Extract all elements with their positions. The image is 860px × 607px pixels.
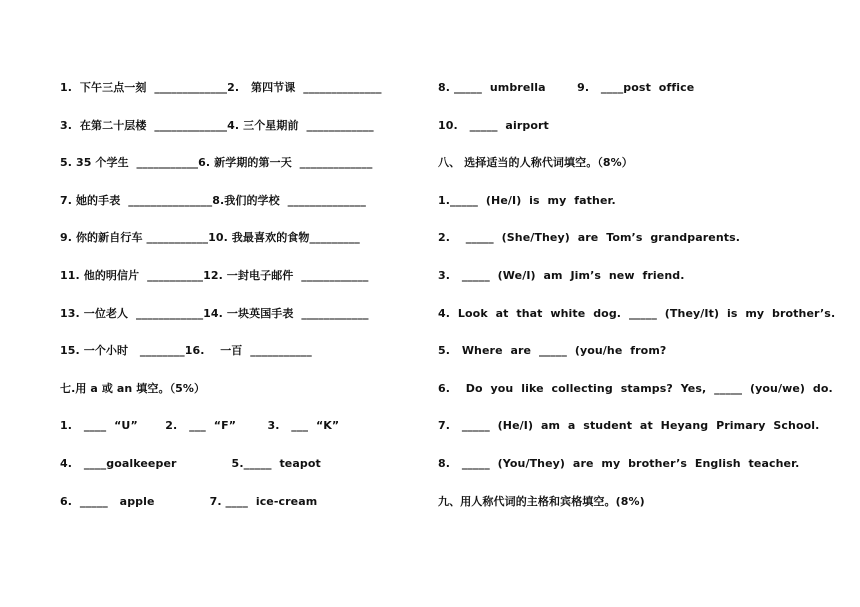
exercise-line-r08: 5. Where are _____ (you/he from? xyxy=(438,344,667,358)
left-column xyxy=(60,80,400,531)
exercise-line-l03: 5. 35 个学生 ___________6. 新学期的第一天 _____________ xyxy=(60,156,373,170)
exercise-line-l12: 6. _____ apple 7. ____ ice-cream xyxy=(60,494,318,508)
exercise-line-l01: 1. 下午三点一刻 _____________2. 第四节课 ______________ xyxy=(60,81,382,94)
exercise-line-r05: 2. _____ (She/They) are Tom’s grandparents. xyxy=(438,231,741,245)
exercise-line-l05: 9. 你的新自行车 ___________10. 我最喜欢的食物_________ xyxy=(60,231,360,245)
section-heading-9: 九、用人称代词的主格和宾格填空。(8%) xyxy=(438,494,645,508)
exercise-line-r02: 10. _____ airport xyxy=(438,118,549,132)
exercise-line-l04: 7. 她的手表 _______________8.我们的学校 ______________ xyxy=(60,193,367,207)
exercise-line-r01: 8. _____ umbrella 9. ____post office xyxy=(438,81,695,94)
exercise-line-l08: 15. 一个小时 ________16. 一百 ___________ xyxy=(60,344,312,358)
exercise-line-l11: 4. ____goalkeeper 5._____ teapot xyxy=(60,456,321,470)
exercise-line-r07: 4. Look at that white dog. _____ (They/It) is my brother’s. xyxy=(438,306,836,320)
exercise-line-r04: 1._____ (He/I) is my father. xyxy=(438,193,616,207)
exercise-line-l06: 11. 他的明信片 __________12. 一封电子邮件 ____________ xyxy=(60,268,369,282)
exercise-line-r11: 8. _____ (You/They) are my brother’s English teacher. xyxy=(438,456,800,470)
exercise-line-l10: 1. ____ “U” 2. ___ “F” 3. ___ “K” xyxy=(60,419,340,433)
exercise-line-r06: 3. _____ (We/I) am Jim’s new friend. xyxy=(438,268,685,282)
exercise-line-r09: 6. Do you like collecting stamps? Yes, _____ (you/we) do. xyxy=(438,381,833,395)
exercise-line-l07: 13. 一位老人 ____________14. 一块英国手表 ____________ xyxy=(60,306,369,320)
exercise-line-l02: 3. 在第二十层楼 _____________4. 三个星期前 ____________ xyxy=(60,118,374,132)
section-heading-8: 八、 选择适当的人称代词填空。（8%） xyxy=(438,156,633,170)
exercise-line-r10: 7. _____ (He/I) am a student at Heyang Primary School. xyxy=(438,419,820,433)
right-column xyxy=(438,80,838,531)
section-heading-7: 七.用 a 或 an 填空。（5%） xyxy=(60,381,206,395)
